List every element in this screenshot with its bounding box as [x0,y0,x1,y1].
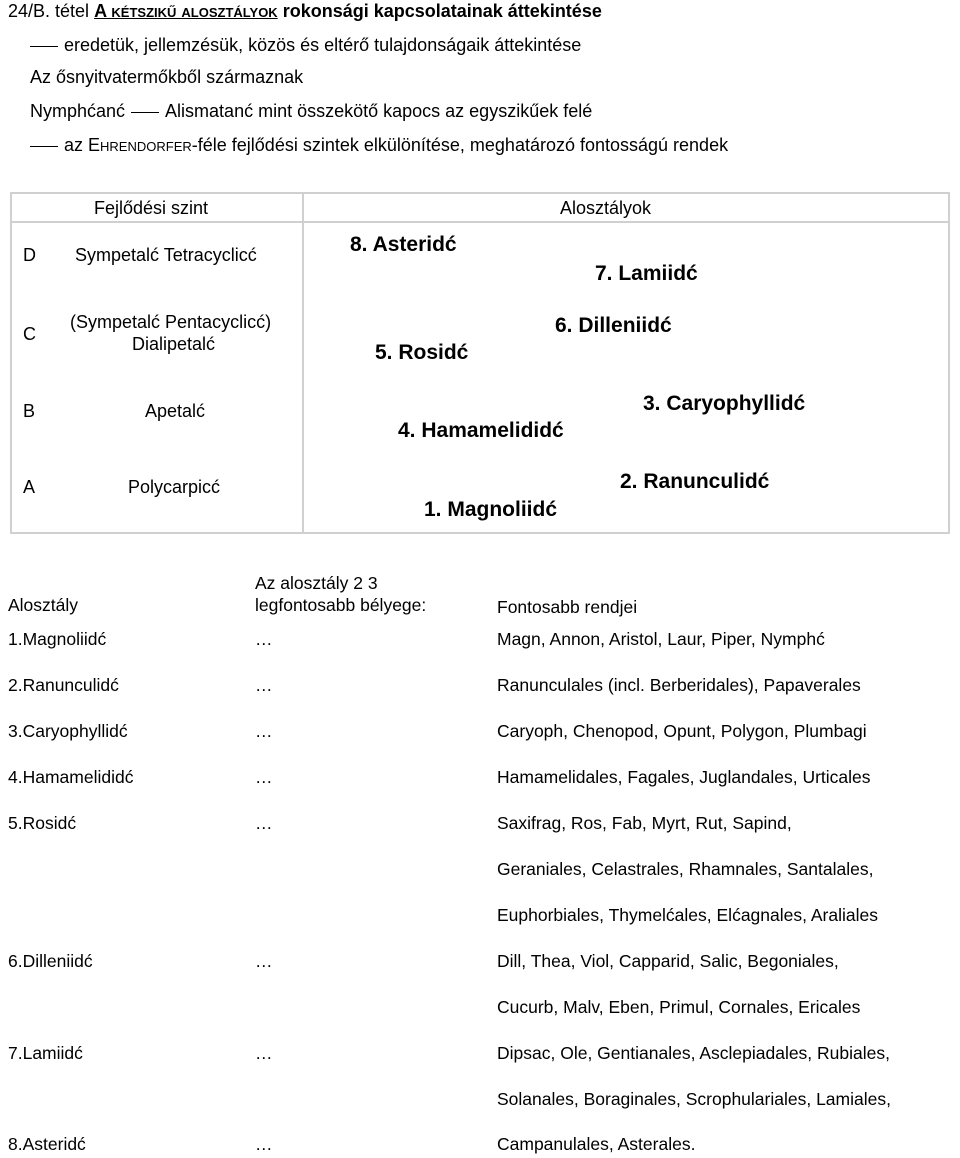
table-border [10,532,950,534]
title-line [8,0,602,22]
header-line-5 [30,134,728,156]
feature-ellipsis: … [255,629,273,649]
orders-text: Caryoph, Chenopod, Opunt, Polygon, Plumbagi [497,721,867,741]
subclass-name: 5.Rosidć [8,813,77,833]
subclass-label: 3. Caryophyllidć [643,392,806,415]
table-border [10,221,950,223]
subclass-name: 6.Dilleniidć [8,951,93,971]
subclasses-header: Alosztályok [560,198,652,218]
subclass-label: 8. Asteridć [350,233,457,256]
level-letter: D [23,245,36,265]
subclass-name: 4.Hamamelididć [8,767,134,787]
feature-ellipsis: … [255,721,273,741]
subclass-label: 7. Lamiidć [595,262,698,285]
dash-separator [30,46,58,47]
header-line-5-a: az E [64,135,101,155]
header-line-5-b: -féle fejlődési szintek elkülönítése, meghatározó fontosságú rendek [191,135,729,155]
orders-text: Campanulales, Asterales. [497,1134,696,1154]
header-line-2-text: eredetük, jellemzésük, közös és eltérő tulajdonságaik áttekintése [64,35,582,55]
header-line-5-author: hrendorfer [100,135,192,155]
header-line-4-a: Nymphćanć [30,101,126,121]
feature-ellipsis: … [255,675,273,695]
orders-text: Dill, Thea, Viol, Capparid, Salic, Begoniales, [497,951,839,971]
orders-header-subclass: Alosztály [8,595,79,615]
orders-text: Hamamelidales, Fagales, Juglandales, Urticales [497,767,871,787]
feature-ellipsis: … [255,767,273,787]
orders-text: Cucurb, Malv, Eben, Primul, Cornales, Ericales [497,997,861,1017]
orders-text: Solanales, Boraginales, Scrophulariales, Lamiales, [497,1089,891,1109]
subclass-name: 2.Ranunculidć [8,675,119,695]
feature-ellipsis: … [255,951,273,971]
orders-text: Geraniales, Celastrales, Rhamnales, Santalales, [497,859,874,879]
orders-text: Euphorbiales, Thymelćales, Elćagnales, Araliales [497,905,878,925]
table-border [10,192,12,534]
subclass-label: 1. Magnoliidć [424,498,558,521]
subclass-name: 3.Caryophyllidć [8,721,128,741]
levels-table [10,192,950,534]
subclass-name: 7.Lamiidć [8,1043,83,1063]
title-highlight: A kétszikű alosztályok [94,1,278,21]
level-name: Sympetalć Tetracyclicć [75,245,257,265]
orders-text: Dipsac, Ole, Gentianales, Asclepiadales, Rubiales, [497,1043,890,1063]
feature-ellipsis: … [255,1043,273,1063]
feature-ellipsis: … [255,813,273,833]
dash-separator [131,112,159,113]
title-prefix: 24/B. tétel [8,1,95,21]
header-line-4-b: Alismatanć mint összekötő kapocs az egyszikűek felé [165,101,593,121]
level-name: Polycarpicć [128,477,221,497]
orders-header-feature: Az alosztály 2 3 [255,573,378,593]
feature-ellipsis: … [255,1134,273,1154]
subclass-label: 4. Hamamelididć [398,419,564,442]
orders-text: Saxifrag, Ros, Fab, Myrt, Rut, Sapind, [497,813,792,833]
subclass-label: 6. Dilleniidć [555,314,672,337]
table-border [948,192,950,534]
orders-text: Magn, Annon, Aristol, Laur, Piper, Nymphć [497,629,825,649]
level-letter: B [23,401,36,421]
subclass-name: 8.Asteridć [8,1134,86,1154]
header-line-2 [30,34,581,56]
level-name: (Sympetalć Pentacyclicć) [70,312,272,332]
level-name: Dialipetalć [132,334,216,354]
table-border [302,192,304,534]
table-border [10,192,950,194]
orders-header-orders: Fontosabb rendjei [497,597,638,617]
dash-separator [30,146,58,147]
header-line-3: Az ősnyitvatermőkből származnak [30,67,304,87]
level-letter: A [23,477,36,497]
subclass-name: 1.Magnoliidć [8,629,107,649]
subclass-label: 5. Rosidć [375,341,469,364]
orders-text: Ranunculales (incl. Berberidales), Papaverales [497,675,861,695]
levels-header: Fejlődési szint [94,198,209,218]
orders-header-feature: legfontosabb bélyege: [255,595,427,615]
header-line-4 [30,100,592,122]
level-name: Apetalć [145,401,206,421]
subclass-label: 2. Ranunculidć [620,470,770,493]
title-rest: rokonsági kapcsolatainak áttekintése [277,1,602,21]
level-letter: C [23,324,36,344]
